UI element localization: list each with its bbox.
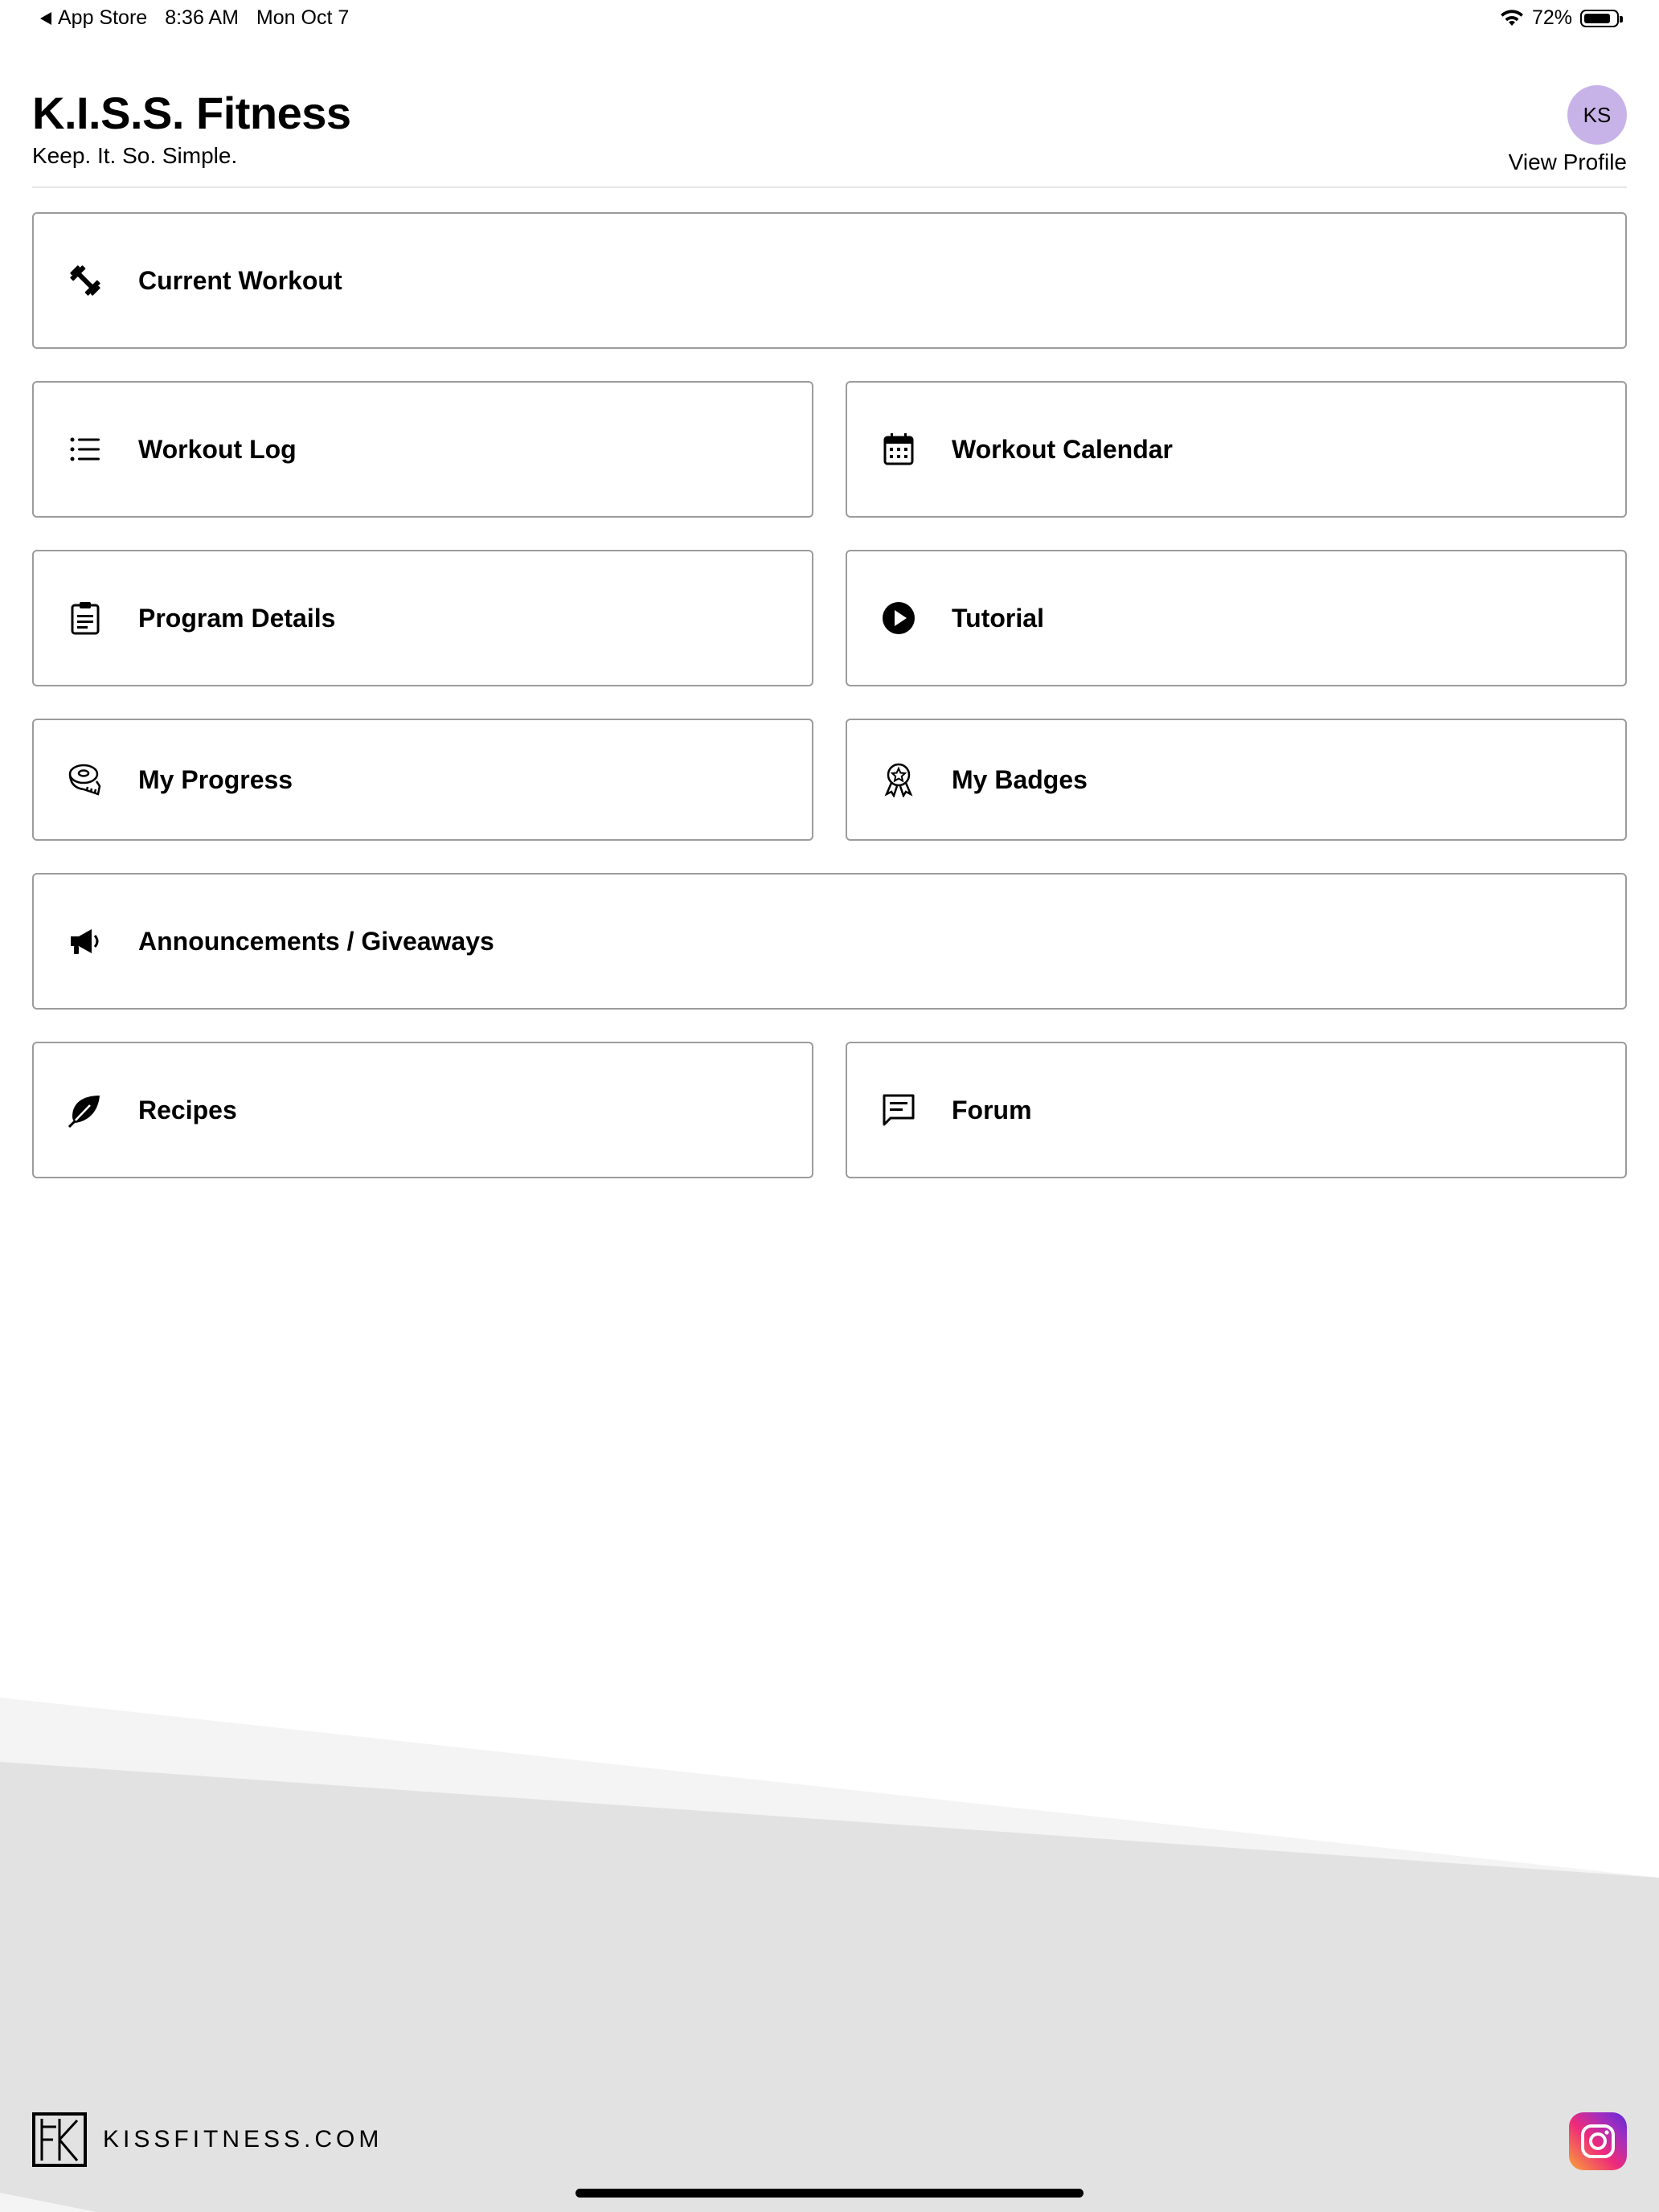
calendar-icon bbox=[881, 432, 916, 467]
battery-percent: 72% bbox=[1531, 6, 1572, 29]
program-details-label: Program Details bbox=[138, 603, 336, 633]
award-badge-icon bbox=[881, 762, 916, 797]
dumbbell-icon bbox=[68, 263, 103, 298]
instagram-icon[interactable] bbox=[1569, 2112, 1627, 2170]
workout-log-button[interactable] bbox=[32, 381, 813, 518]
list-icon bbox=[68, 432, 103, 467]
chat-bubble-icon bbox=[881, 1092, 916, 1128]
back-to-app-store[interactable] bbox=[40, 6, 147, 30]
footer-brand[interactable] bbox=[32, 2112, 383, 2167]
announcements-label: Announcements / Giveaways bbox=[138, 926, 494, 956]
avatar[interactable]: KS bbox=[1567, 85, 1627, 145]
megaphone-icon bbox=[68, 924, 103, 959]
my-badges-button[interactable] bbox=[846, 719, 1627, 841]
announcements-button[interactable] bbox=[32, 873, 1627, 1010]
program-details-button[interactable] bbox=[32, 550, 813, 686]
app-title: K.I.S.S. Fitness bbox=[32, 88, 351, 138]
workout-calendar-button[interactable] bbox=[846, 381, 1627, 518]
play-circle-icon bbox=[881, 600, 916, 636]
leaf-icon bbox=[68, 1092, 103, 1128]
status-date: Mon Oct 7 bbox=[256, 6, 350, 29]
workout-log-label: Workout Log bbox=[138, 434, 297, 464]
forum-button[interactable] bbox=[846, 1042, 1627, 1178]
status-bar bbox=[0, 0, 1659, 39]
back-triangle-icon bbox=[40, 12, 51, 25]
battery-icon bbox=[1580, 10, 1619, 27]
status-time: 8:36 AM bbox=[165, 6, 239, 29]
fk-logo-icon bbox=[32, 2112, 87, 2167]
tutorial-button[interactable] bbox=[846, 550, 1627, 686]
current-workout-label: Current Workout bbox=[138, 265, 342, 295]
recipes-label: Recipes bbox=[138, 1095, 237, 1124]
back-label: App Store bbox=[58, 6, 148, 29]
measuring-tape-icon bbox=[68, 762, 103, 797]
my-progress-label: My Progress bbox=[138, 764, 293, 794]
current-workout-button[interactable] bbox=[32, 212, 1627, 349]
website-link[interactable]: KISSFITNESS.COM bbox=[103, 2126, 383, 2153]
app-subtitle: Keep. It. So. Simple. bbox=[32, 143, 238, 168]
wifi-icon bbox=[1500, 10, 1524, 27]
my-badges-label: My Badges bbox=[952, 764, 1088, 794]
forum-label: Forum bbox=[952, 1095, 1032, 1124]
profile-section[interactable] bbox=[1490, 85, 1627, 178]
my-progress-button[interactable] bbox=[32, 719, 813, 841]
workout-calendar-label: Workout Calendar bbox=[952, 434, 1173, 464]
app-header bbox=[32, 80, 1627, 188]
home-indicator[interactable] bbox=[576, 2189, 1083, 2198]
view-profile-link[interactable]: View Profile bbox=[1508, 150, 1627, 174]
clipboard-icon bbox=[68, 600, 103, 636]
recipes-button[interactable] bbox=[32, 1042, 813, 1178]
tutorial-label: Tutorial bbox=[952, 603, 1044, 633]
